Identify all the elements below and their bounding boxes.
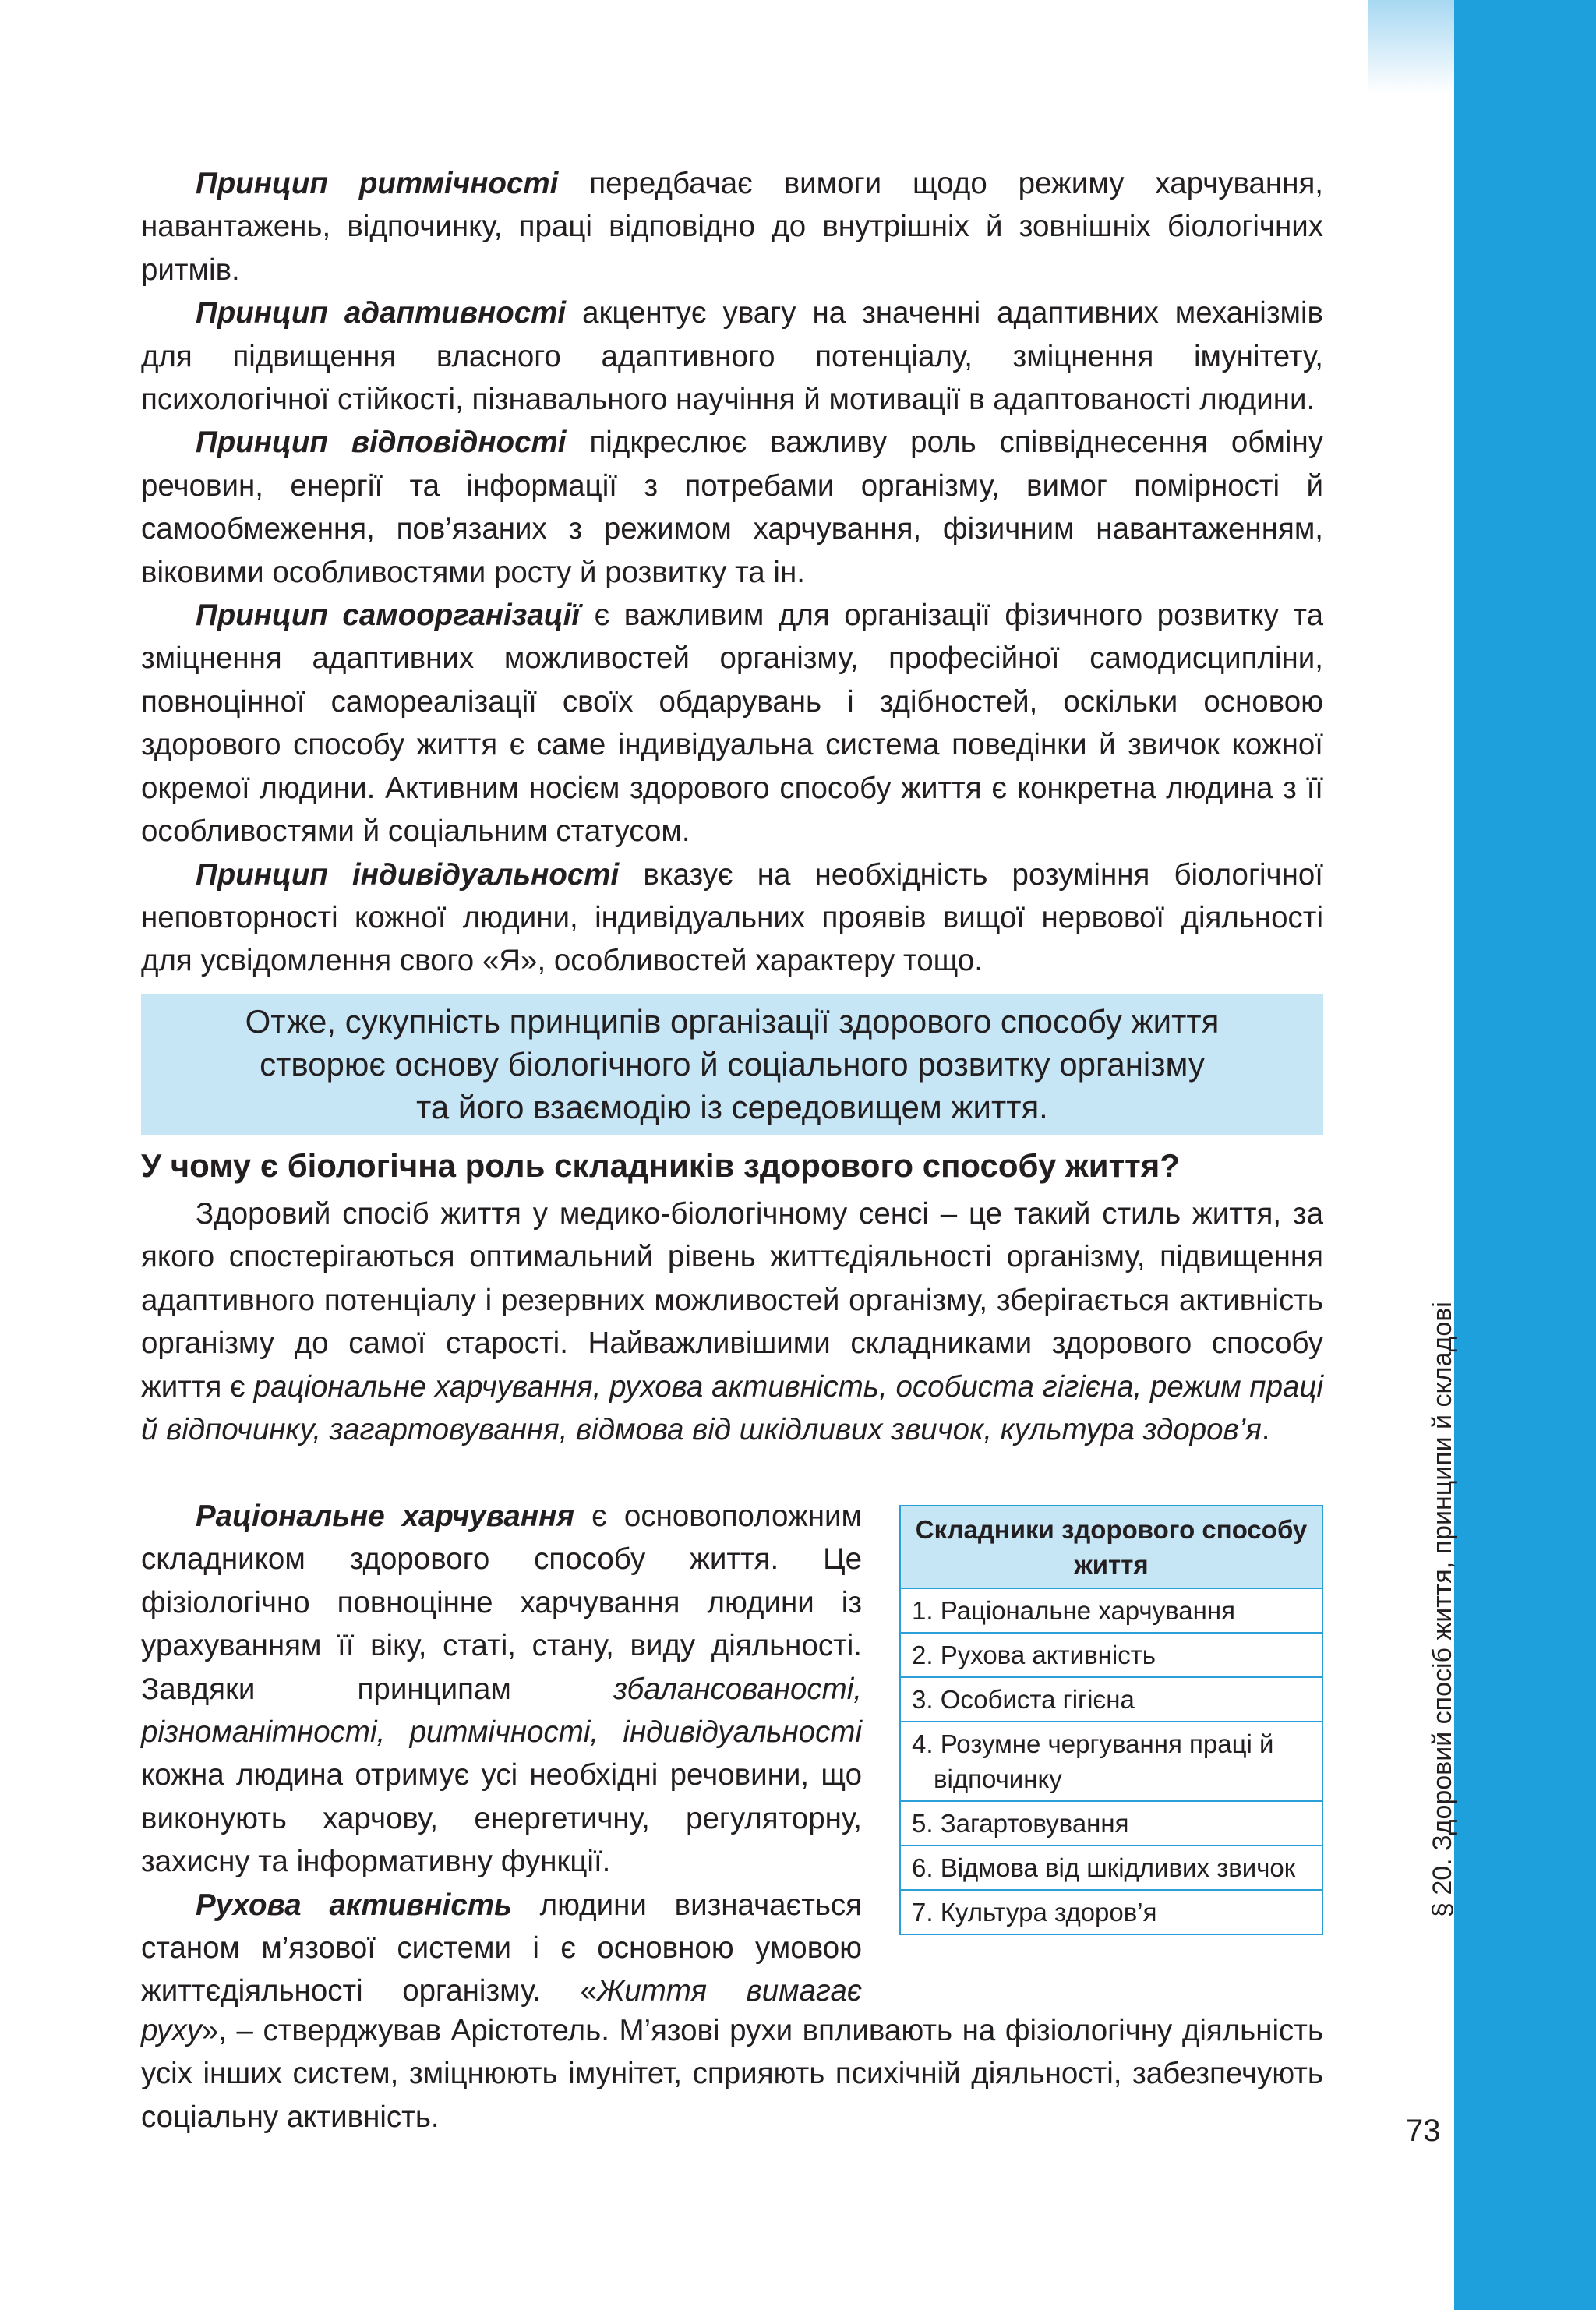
table-row <box>900 1588 1322 1633</box>
table-row <box>900 1846 1322 1890</box>
principle-paragraph <box>141 421 1323 594</box>
table-cell: 3. Особиста гігієна <box>900 1677 1322 1722</box>
intro-paragraph <box>141 1192 1323 1451</box>
summary-line: Отже, сукупність принципів організації здорового способу життя <box>245 1003 1220 1040</box>
activity-quote: Життя вимагає <box>597 1974 862 2008</box>
page-number: 73 <box>1406 2114 1441 2148</box>
components-table <box>899 1505 1323 1935</box>
principle-text: є важливим для організації фізичного розвитку та зміцнення адаптивних можливостей організму, професійної самодисципліни, повноцінної самореалізації своїх обдарувань і здібностей, оскільки основою здорового способу життя є саме індивідуальна система поведінки й звичок кожної окремої людини. Активним носієм здорового способу життя є конкретна людина з її особливостями й соціальним статусом. <box>141 599 1323 849</box>
table-header: Складники здорового способу життя <box>900 1506 1322 1588</box>
principle-text: акцентує увагу на значенні адаптивних механізмів для підвищення власного адаптивного потенціалу, зміцнення імунітету, психологічної стійкості, пізнавального научіння й мотивації в адаптованості людини. <box>141 296 1323 417</box>
activity-term: Рухова активність <box>196 1888 512 1922</box>
table-cell: 6. Відмова від шкідливих звичок <box>900 1846 1322 1890</box>
summary-line: створює основу біологічного й соціального розвитку організму <box>260 1046 1205 1083</box>
principle-paragraph <box>141 853 1323 983</box>
principle-term: Принцип самоорганізації <box>196 599 581 633</box>
summary-line: та його взаємодію із середовищем життя. <box>416 1089 1048 1125</box>
nutrition-term: Раціональне харчування <box>196 1499 575 1533</box>
table-cell: 5. Загартовування <box>900 1801 1322 1846</box>
principle-paragraph <box>141 594 1323 853</box>
table-row <box>900 1677 1322 1722</box>
activity-quote: руху <box>141 2014 202 2047</box>
nutrition-text: є основоположним складником здорового способу життя. Це фізіологічно повноцінне харчування людини із урахуванням її віку, статі, стану, виду діяльності. Завдяки принципам <box>141 1499 862 1706</box>
intro-block <box>141 1192 1323 1451</box>
activity-text: », – стверджував Арістотель. М’язові рухи впливають на фізіологічну діяльність усіх інших систем, зміцнюють імунітет, сприяють психічній діяльності, забезпечують соціальну активність. <box>141 2014 1323 2134</box>
table-cell: 7. Культура здоров’я <box>900 1890 1322 1934</box>
nutrition-italic: збалансованості, різноманітності, ритмічності, індивідуальності <box>141 1672 862 1750</box>
section-heading: У чому є біологічна роль складників здорового способу життя? <box>141 1147 1180 1184</box>
table-row <box>900 1633 1322 1677</box>
summary-box <box>141 994 1323 1135</box>
principle-paragraph <box>141 162 1323 291</box>
table-row <box>900 1801 1322 1846</box>
principle-text: підкреслює важливу роль співвіднесення обміну речовин, енергії та інформації з потребами організму, вимог помірності й самообмеження, пов’язаних з режимом харчування, фізичним навантаженням, віковими особливостями росту й розвитку та ін. <box>141 426 1324 589</box>
running-head: § 20. Здоровий спосіб життя, принципи й складові <box>1428 1302 1457 1917</box>
principle-paragraph <box>141 291 1323 421</box>
principle-term: Принцип адаптивності <box>196 296 567 330</box>
activity-paragraph-tail <box>141 2009 1323 2139</box>
table-header-row <box>900 1506 1322 1588</box>
principle-text: вказує на необхідність розуміння біологічної неповторності кожної людини, індивідуальних проявів вищої нервової діяльності для усвідомлення свого «Я», особливостей характеру тощо. <box>141 857 1323 978</box>
table-cell: 2. Рухова активність <box>900 1633 1322 1677</box>
nutrition-paragraph <box>141 1495 862 1884</box>
sidebar-light-stripe <box>1368 0 1454 2310</box>
intro-end: . <box>1261 1413 1270 1447</box>
sidebar-blue-bar <box>1454 0 1596 2310</box>
principle-term: Принцип індивідуальності <box>196 857 620 892</box>
table-cell: 1. Раціональне харчування <box>900 1588 1322 1633</box>
intro-italic: раціональне харчування, рухова активність, особиста гігієна, режим праці й відпочинку, загартовування, відмова від шкідливих звичок, культура здоров’я <box>141 1369 1324 1447</box>
principle-term: Принцип відповідності <box>196 426 567 460</box>
table-row <box>900 1890 1322 1934</box>
principle-term: Принцип ритмічності <box>196 167 559 200</box>
table-row <box>900 1722 1322 1801</box>
activity-paragraph <box>141 1884 862 2013</box>
intro-text: Здоровий спосіб життя у медико-біологічному сенсі – це такий стиль життя, за якого спостерігаються оптимальний рівень життєдіяльності організму, підвищення адаптивного потенціалу і резервних можливостей організму, зберігається активність організму до самої старості. Найважливішими складниками здорового способу життя є <box>141 1197 1323 1404</box>
principle-text: передбачає вимоги щодо режиму харчування, навантажень, відпочинку, праці відповідно до внутрішніх й зовнішніх біологічних ритмів. <box>141 167 1323 287</box>
nutrition-text: кожна людина отримує усі необхідні речовини, що виконують харчову, енергетичну, регуляторну, захисну та інформативну функції. <box>141 1758 862 1879</box>
activity-text: людини визначається станом м’язової системи і є основною умовою життєдіяльності організму. « <box>141 1888 862 2008</box>
table-cell: 4. Розумне чергування праці й відпочинку <box>900 1722 1322 1801</box>
activity-continuation <box>141 2009 1323 2139</box>
text-column <box>141 1495 862 2013</box>
principles-section <box>141 162 1323 983</box>
